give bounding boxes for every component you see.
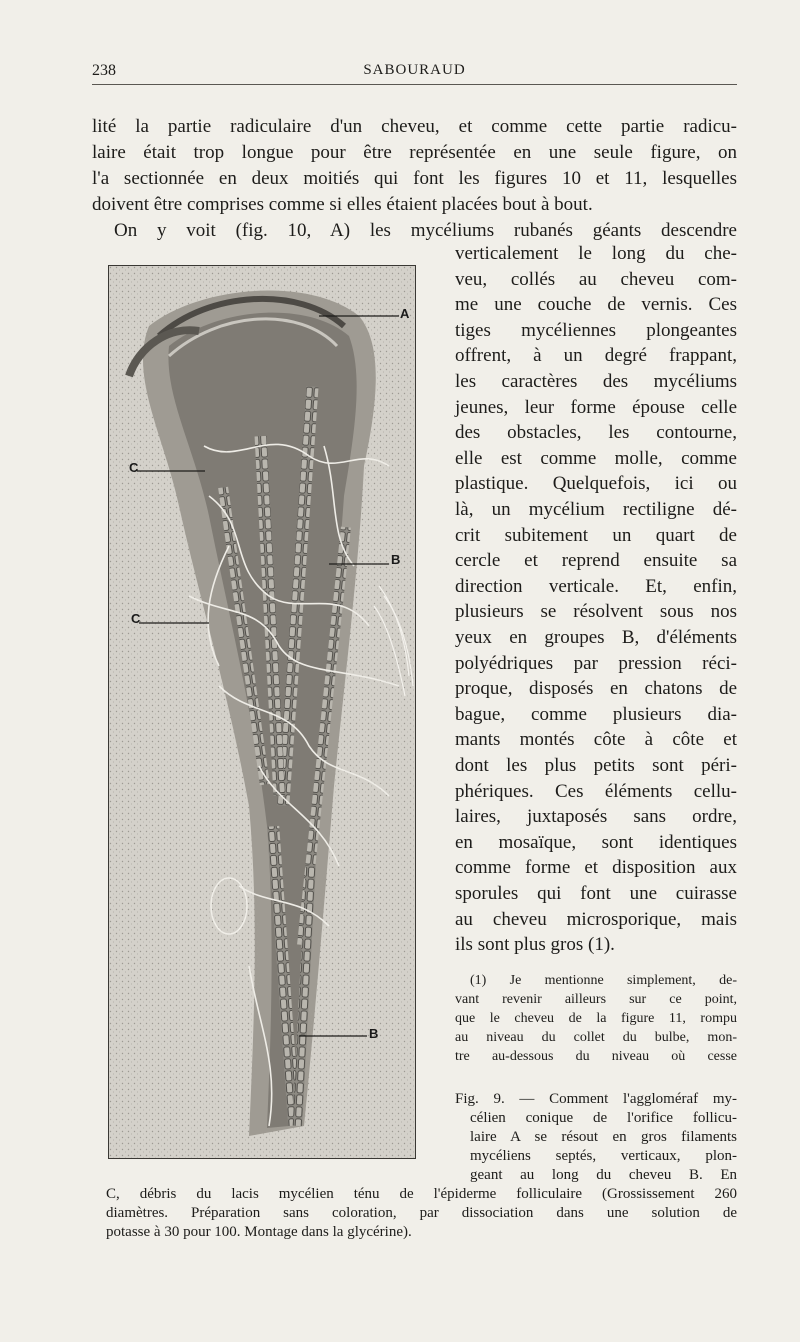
footnote-line: vant revenir ailleurs sur ce point, bbox=[455, 992, 737, 1007]
caption-line: geant au long du cheveu B. En bbox=[470, 1167, 737, 1183]
figure-label-c: C bbox=[129, 460, 139, 475]
page-number: 238 bbox=[92, 62, 116, 79]
column-line: cercle et reprend ensuite sa bbox=[455, 550, 737, 572]
caption-line: mycéliens septés, verticaux, plon- bbox=[470, 1148, 737, 1164]
footnote-line: que le cheveu de la figure 11, rompu bbox=[455, 1011, 737, 1026]
column-line: au cheveu microsporique, mais bbox=[455, 908, 737, 930]
caption-line: potasse à 30 pour 100. Montage dans la glycérine). bbox=[106, 1224, 412, 1240]
figure-label-c: C bbox=[131, 611, 141, 626]
figure-label-a: A bbox=[400, 306, 410, 321]
column-line: bague, comme plusieurs dia- bbox=[455, 703, 737, 725]
page-header bbox=[92, 60, 737, 85]
footnote-line: au niveau du collet du bulbe, mon- bbox=[455, 1030, 737, 1045]
body-line: l'a sectionnée en deux moitiés qui font les figures 10 et 11, lesquelles bbox=[92, 168, 737, 189]
column-line: mants montés côte à côte et bbox=[455, 729, 737, 751]
caption-line: C, débris du lacis mycélien ténu de l'épiderme folliculaire (Grossissement 260 bbox=[106, 1186, 737, 1202]
column-line: des obstacles, les contourne, bbox=[455, 422, 737, 444]
column-line: là, un mycélium rectiligne dé- bbox=[455, 499, 737, 520]
column-line: yeux en groupes B, d'éléments bbox=[455, 627, 737, 648]
column-line: direction verticale. Et, enfin, bbox=[455, 575, 737, 597]
body-line: On y voit (fig. 10, A) les mycéliums rubanés géants descendre bbox=[114, 220, 737, 241]
column-line: comme forme et disposition aux bbox=[455, 857, 737, 879]
column-line: plusieurs se résolvent sous nos bbox=[455, 601, 737, 623]
body-line: laire était trop longue pour être représentée en une seule figure, on bbox=[92, 142, 737, 163]
column-line: laires, juxtaposés sans ordre, bbox=[455, 806, 737, 828]
column-line: proque, disposés en chatons de bbox=[455, 678, 737, 700]
caption-line: diamètres. Préparation sans coloration, par dissociation dans une solution de bbox=[106, 1205, 737, 1221]
column-line: phériques. Ces éléments cellu- bbox=[455, 780, 737, 802]
column-line: en mosaïque, sont identiques bbox=[455, 831, 737, 853]
column-line: dont les plus petits sont péri- bbox=[455, 755, 737, 776]
micrograph-illustration bbox=[109, 266, 415, 1158]
column-line: sporules qui font une cuirasse bbox=[455, 883, 737, 904]
column-line: me une couche de vernis. Ces bbox=[455, 294, 737, 316]
footnote-line: tre au-dessous du niveau où cesse bbox=[455, 1049, 737, 1064]
figure-label-b: B bbox=[369, 1026, 379, 1041]
column-line: verticalement le long du che- bbox=[455, 243, 737, 264]
caption-line: laire A se résout en gros filaments bbox=[470, 1129, 737, 1145]
body-line: doivent être comprises comme si elles étaient placées bout à bout. bbox=[92, 194, 593, 215]
column-line: polyédriques par pression réci- bbox=[455, 652, 737, 674]
caption-line: célien conique de l'orifice follicu- bbox=[470, 1110, 737, 1126]
column-line: les caractères des mycéliums bbox=[455, 371, 737, 392]
column-line: elle est comme molle, comme bbox=[455, 447, 737, 469]
column-line: crit subitement un quart de bbox=[455, 524, 737, 546]
footnote-line: (1) Je mentionne simplement, de- bbox=[470, 973, 737, 988]
caption-line: Fig. 9. — Comment l'aggloméraf my- bbox=[455, 1091, 737, 1107]
column-line: offrent, à un degré frappant, bbox=[455, 345, 737, 367]
column-line: tiges mycéliennes plongeantes bbox=[455, 319, 737, 341]
column-line: plastique. Quelquefois, ici ou bbox=[455, 473, 737, 495]
column-line: veu, collés au cheveu com- bbox=[455, 268, 737, 290]
column-line: jeunes, leur forme épouse celle bbox=[455, 396, 737, 418]
figure-label-b: B bbox=[391, 552, 401, 567]
micrograph-figure bbox=[108, 265, 416, 1159]
running-title: SABOURAUD bbox=[363, 62, 466, 78]
column-line: ils sont plus gros (1). bbox=[455, 934, 615, 956]
body-line: lité la partie radiculaire d'un cheveu, et comme cette partie radicu- bbox=[92, 116, 737, 137]
